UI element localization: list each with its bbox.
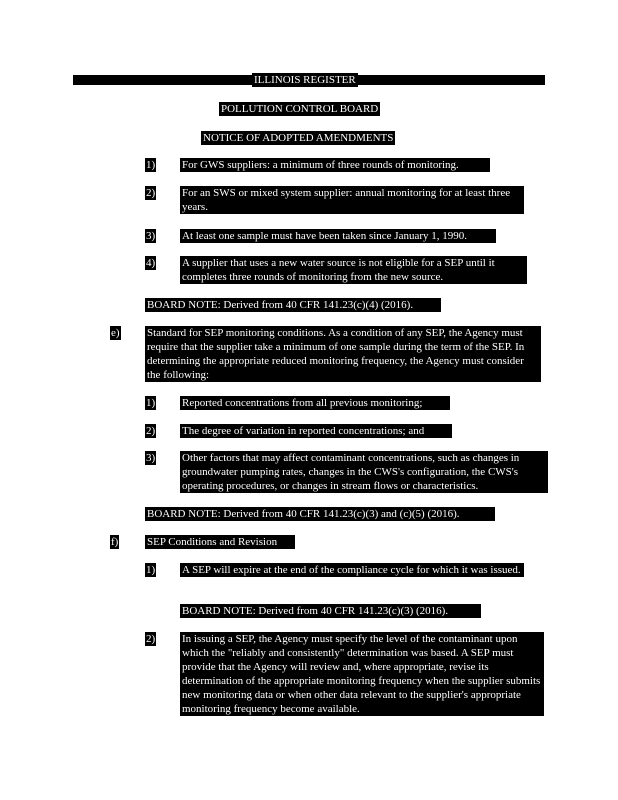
section-paragraph: Standard for SEP monitoring conditions. As a condition of any SEP, the Agency must require that the supplier take a minimum of one sample during the term of the SEP. In determining the appropriate reduced monitoring frequency, the Agency must consider the following: xyxy=(145,326,541,382)
item-number: 2) xyxy=(146,633,156,645)
section-label: f) xyxy=(111,536,119,548)
board-title: POLLUTION CONTROL BOARD xyxy=(221,103,379,115)
section-title: SEP Conditions and Revision xyxy=(145,535,295,549)
list-item: A supplier that uses a new water source is not eligible for a SEP until it completes three rounds of monitoring from the new source. xyxy=(180,256,527,284)
board-note: BOARD NOTE: Derived from 40 CFR 141.23(c)(3) (2016). xyxy=(180,604,481,618)
list-item: The degree of variation in reported concentrations; and xyxy=(180,424,452,438)
list-item: For an SWS or mixed system supplier: annual monitoring for at least three years. xyxy=(180,186,524,214)
item-number: 1) xyxy=(146,564,156,576)
section-label: e) xyxy=(111,327,120,339)
item-number: 1) xyxy=(146,397,156,409)
item-number: 2) xyxy=(146,425,156,437)
item-number: 2) xyxy=(146,187,156,199)
item-number: 4) xyxy=(146,257,156,269)
board-note: BOARD NOTE: Derived from 40 CFR 141.23(c)(4) (2016). xyxy=(145,298,441,312)
notice-title: NOTICE OF ADOPTED AMENDMENTS xyxy=(203,132,394,144)
item-number: 1) xyxy=(146,159,156,171)
list-item: At least one sample must have been taken since January 1, 1990. xyxy=(180,229,496,243)
list-item: For GWS suppliers: a minimum of three rounds of monitoring. xyxy=(180,158,490,172)
list-item: A SEP will expire at the end of the compliance cycle for which it was issued. xyxy=(180,563,524,577)
board-note: BOARD NOTE: Derived from 40 CFR 141.23(c)(3) and (c)(5) (2016). xyxy=(145,507,495,521)
item-number: 3) xyxy=(146,452,156,464)
item-number: 3) xyxy=(146,230,156,242)
list-item: In issuing a SEP, the Agency must specify the level of the contaminant upon which the "reliably and consistently" determination was based. A SEP must provide that the Agency will review and, where appropriate, revise its determination of the appropriate monitoring frequency when the supplier submits new monitoring data or when other data relevant to the supplier's appropriate monitoring frequency become available. xyxy=(180,632,544,716)
list-item: Reported concentrations from all previous monitoring; xyxy=(180,396,450,410)
register-title: ILLINOIS REGISTER xyxy=(254,74,356,86)
list-item: Other factors that may affect contaminant concentrations, such as changes in groundwater pumping rates, changes in the CWS's configuration, the CWS's operating procedures, or changes in stream flows or characteristics. xyxy=(180,451,548,493)
